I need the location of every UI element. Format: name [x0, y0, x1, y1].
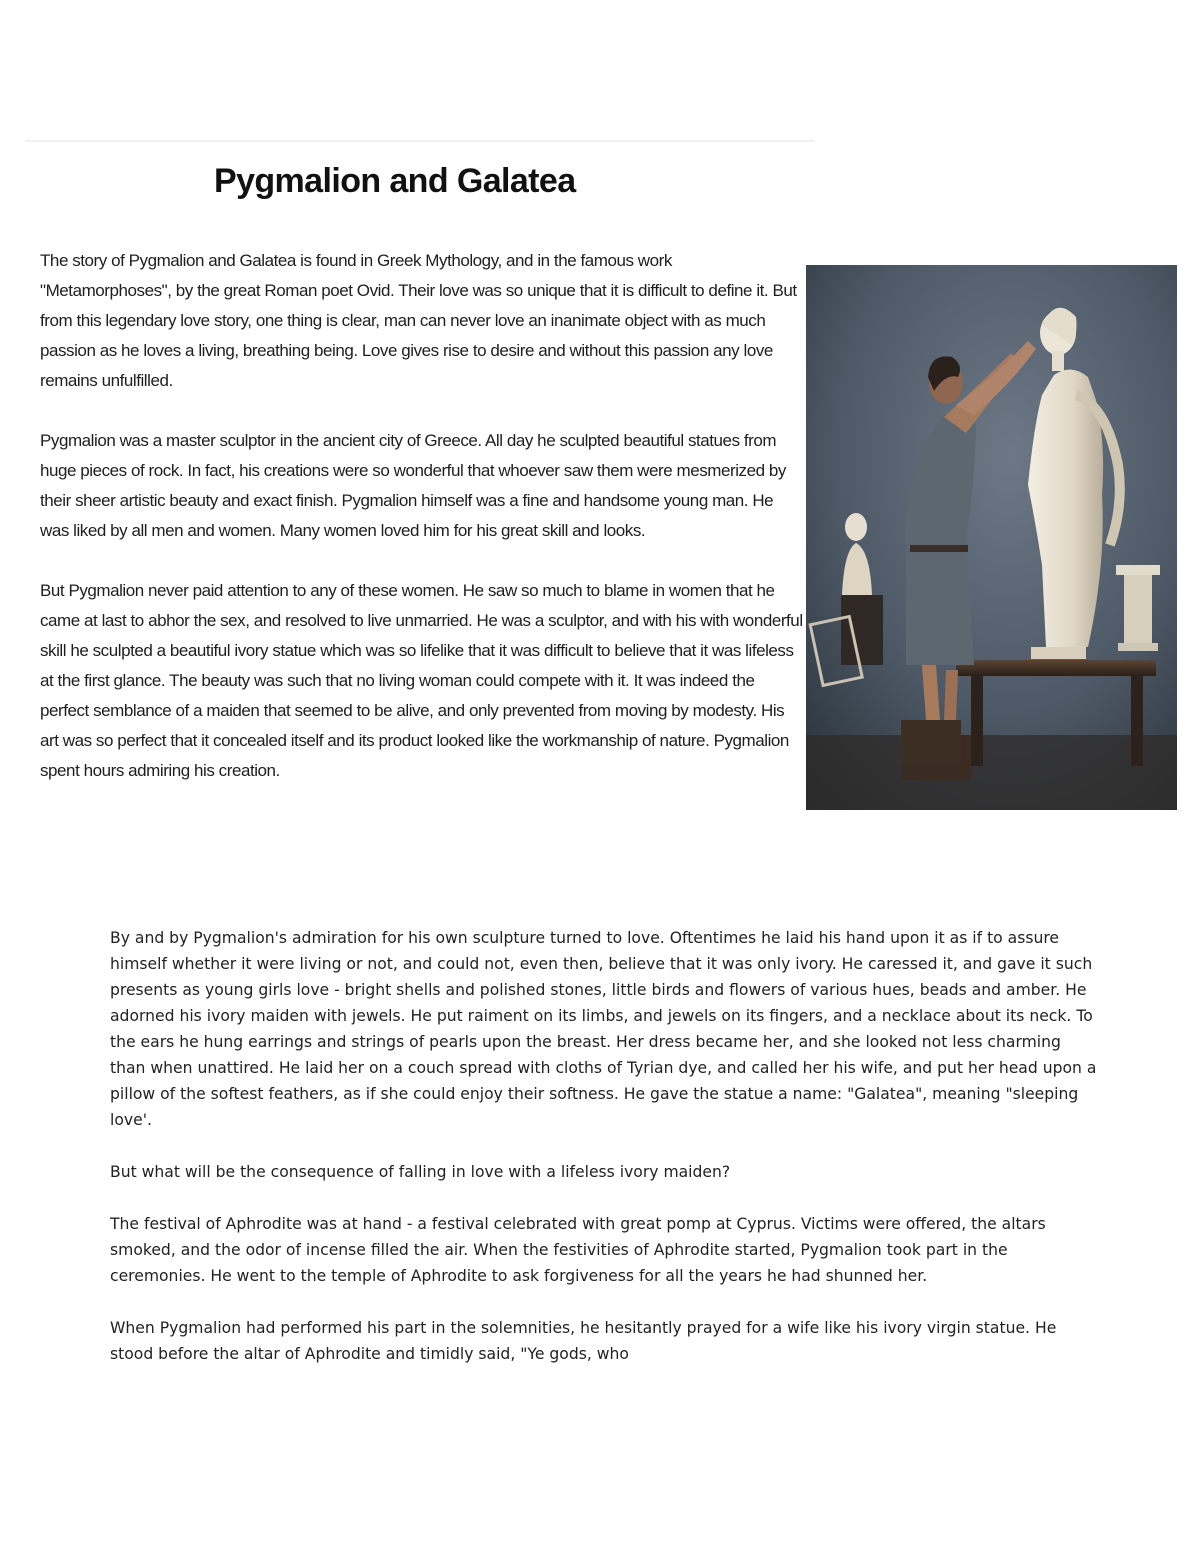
paragraph: Pygmalion was a master sculptor in the ancient city of Greece. All day he sculpted beautiful statues from huge pieces of rock. In fact, his creations were so wonderful that whoever saw them were mesmerized by their sheer artistic beauty and exact finish. Pygmalion himself was a fine and handsome young man. He was liked by all men and women. Many women loved him for his great skill and looks. [40, 431, 786, 540]
paragraph: The story of Pygmalion and Galatea is found in Greek Mythology, and in the famous work "Metamorphoses", by the great Roman poet Ovid. Their love was so unique that it is difficult to define it. But from this legendary love story, one thing is clear, man can never love an inanimate object with as much passion as he loves a living, breathing being. Love gives rise to desire and without this passion any love remains unfulfilled. [40, 251, 797, 390]
paragraph: But what will be the consequence of falling in love with a lifeless ivory maiden? [110, 1163, 731, 1181]
sculptor-and-statue-photo [806, 265, 1177, 810]
header-divider [25, 140, 815, 142]
page-title: Pygmalion and Galatea [214, 162, 576, 200]
paragraph: When Pygmalion had performed his part in the solemnities, he hesitantly prayed for a wife like his ivory virgin statue. He stood before the altar of Aphrodite and timidly said, "Ye gods, who [110, 1319, 1057, 1363]
paragraph: The festival of Aphrodite was at hand - a festival celebrated with great pomp at Cyprus. Victims were offered, the altars smoked, and the odor of incense filled the air. When the festivities of Aphrodite started, Pygmalion took part in the ceremonies. He went to the temple of Aphrodite to ask forgiveness for all the years he had shunned her. [110, 1215, 1046, 1285]
intro-text-block [40, 246, 805, 816]
story-continuation-block [110, 925, 1100, 1393]
paragraph: By and by Pygmalion's admiration for his own sculpture turned to love. Oftentimes he laid his hand upon it as if to assure himself whether it were living or not, and could not, even then, believe that it was only ivory. He caressed it, and gave it such presents as young girls love - bright shells and polished stones, little birds and flowers of various hues, beads and amber. He adorned his ivory maiden with jewels. He put raiment on its limbs, and jewels on its fingers, and a necklace about its neck. To the ears he hung earrings and strings of pearls upon the breast. Her dress became her, and she looked not less charming than when unattired. He laid her on a couch spread with cloths of Tyrian dye, and called her his wife, and put her head upon a pillow of the softest feathers, as if she could enjoy their softness. He gave the statue a name: "Galatea", meaning "sleeping love'. [110, 929, 1097, 1129]
paragraph: But Pygmalion never paid attention to any of these women. He saw so much to blame in women that he came at last to abhor the sex, and resolved to live unmarried. He was a sculptor, and with his with wonderful skill he sculpted a beautiful ivory statue which was so lifelike that it was difficult to believe that it was lifeless at the first glance. The beauty was such that no living woman could compete with it. It was indeed the perfect semblance of a maiden that seemed to be alive, and only prevented from moving by modesty. His art was so perfect that it concealed itself and its product looked like the workmanship of nature. Pygmalion spent hours admiring his creation. [40, 581, 803, 780]
